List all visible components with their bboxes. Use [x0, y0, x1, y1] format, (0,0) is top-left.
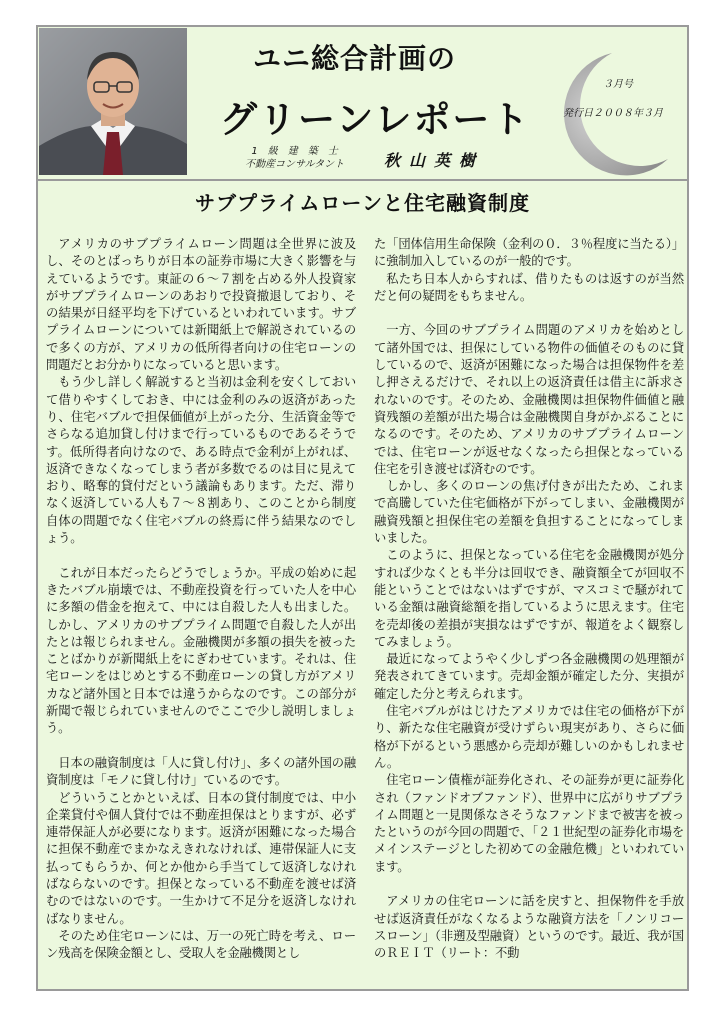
paragraph: 私たち日本人からすれば、借りたものは返すのが当然だと何の疑問をもちません。 [374, 271, 684, 303]
article-right-column [374, 236, 684, 962]
article-title: サブプライムローンと住宅融資制度 [195, 191, 530, 215]
author-role-line1: 1 級 建 築 士 [251, 146, 338, 157]
paragraph: た「団体信用生命保険（金利の０．３％程度に当たる）」に強制加入しているのが一般的です。 [374, 237, 684, 269]
paragraph: 住宅バブルがはじけたアメリカでは住宅の価格が下がり、新たな住宅融資が受けずらい現実があり、さらに価格が下がるという悪感から売却が難しいのかもしれません。 [374, 704, 684, 770]
author-name: 秋山英樹 [384, 151, 485, 170]
paragraph: 最近になってようやく少しずつ各金融機関の処理額が発表されてきています。売却金額が確定した分、実損が確定した分と考えられます。 [374, 652, 684, 701]
paragraph: もう少し詳しく解説すると当初は金利を安くしておいて借りやすくしておき、中には金利のみの返済があったり、住宅バブルで担保価値が上がった分、生活資金等でさらなる追加貸し付けまで行っているものであるそうです。低所得者向けなので、ある時点で金利が上がれば、返済できなくなってしまう者が多数でるのは目に見えており、略奪的貸付だという議論もあります。ただ、滞りなく返済している人も７～８割あり、このことから制度自体の問題でなく住宅バブルの終焉に伴う結果なのでしょう。 [46, 375, 356, 546]
newsletter-page [36, 25, 689, 991]
newsletter-title-line1: ユニ総合計画の [253, 42, 457, 75]
paragraph: 住宅ローン債権が証券化され、その証券が更に証券化され（ファンドオブファンド）、世界中に広がりサブプライム問題と一見関係なさそうなファンドまで被害を被ったというのが今回の問題で、「２１世紀型の証券化市場をメインステージとした初めての金融危機」といわれています。 [374, 773, 684, 874]
paragraph: これが日本だったらどうでしょうか。平成の始めに起きたバブル崩壊では、不動産投資を行っていた人を中心に多額の借金を抱えて、中には自殺した人も出ました。しかし、アメリカのサブプライム問題で自殺した人が出たとは報じられません。金融機関が多額の損失を被ったことばかりが新聞紙上をにぎわせています。それは、住宅ローンをはじめとする不動産ローンの貸し方がアメリカなど諸外国と日本では違うからなのです。この部分が新聞で報じられていませんのでここで少し説明しましょう。 [46, 565, 356, 736]
paragraph: そのため住宅ローンには、万一の死亡時を考え、ローン残高を保険金額とし、受取人を金融機関とし [46, 928, 356, 961]
issue-date: 発行日２００８年３月 [563, 108, 663, 119]
paragraph: しかし、多くのローンの焦げ付きが出たため、これまで高騰していた住宅価格が下がってしまい、金融機関が融資残額と担保住宅の差額を負担することになってしまいました。 [374, 479, 684, 546]
paragraph: アメリカのサブプライムローン問題は全世界に波及し、そのとばっちりが日本の証券市場に大きく影響を与えているようです。東証の６～７割を占める外人投資家がサブプライムローンのあおりで投資撤退しており、その結果が日経平均を下げているといわれています。サブプライムローンについては新聞紙上で解説されているので多くの方が、アメリカの低所得者向けの住宅ローンの問題だとお分かりになっていると思います。 [46, 237, 356, 373]
author-role [245, 145, 344, 171]
paragraph: 日本の融資制度は「人に貸し付け」、多くの諸外国の融資制度は「モノに貸し付け」ているのです。 [46, 755, 356, 788]
paragraph: 一方、今回のサブプライム問題のアメリカを始めとして諸外国では、担保にしている物件の価値そのものに貸しているので、返済が困難になった場合は担保物件を差し押さえるだけで、それ以上の返済責任は借主に訴求されないのです。そのため、金融機関は担保物件価値と融資残額の差額が出た場合は金融機関自身がかぶることになるのです。そのため、アメリカのサブプライムローンでは、住宅ローンが返せなくなったら担保となっている住宅を引き渡せば済むのです。 [374, 323, 684, 476]
author-role-line2: 不動産コンサルタント [245, 159, 345, 170]
newsletter-title-line2: グリーンレポート [220, 98, 531, 141]
author-portrait-image [39, 28, 187, 175]
author-photo [39, 28, 187, 175]
paragraph: このように、担保となっている住宅を金融機関が処分すれば少なくとも半分は回収でき、融資額全てが回収不能ということではないはずですが、マスコミで騒がれている金額は融資総額を指しているように思えます。住宅を売却後の差損が実損なはずですが、報道をよく観察してみましょう。 [374, 548, 684, 649]
issue-month: ３月号 [603, 79, 633, 90]
newsletter-header [38, 27, 687, 181]
article-left-column [46, 236, 356, 962]
paragraph: アメリカの住宅ローンに話を戻すと、担保物件を手放せば返済責任がなくなるような融資方法を「ノンリコースローン」（非遡及型融資）というのです。最近、我が国のＲＥＩＴ（リート：不動 [374, 894, 684, 961]
paragraph: どういうことかといえば、日本の貸付制度では、中小企業貸付や個人貸付では不動産担保はとりますが、必ず連帯保証人が必要になります。返済が困難になった場合に担保不動産でまかなえきれなければ、連帯保証人に支払ってもらうか、何とか他から手当てして返済しなければならないのです。担保となっている不動産を渡せば済むのではないのです。一生かけて不足分を返済しなければなりません。 [46, 790, 356, 926]
